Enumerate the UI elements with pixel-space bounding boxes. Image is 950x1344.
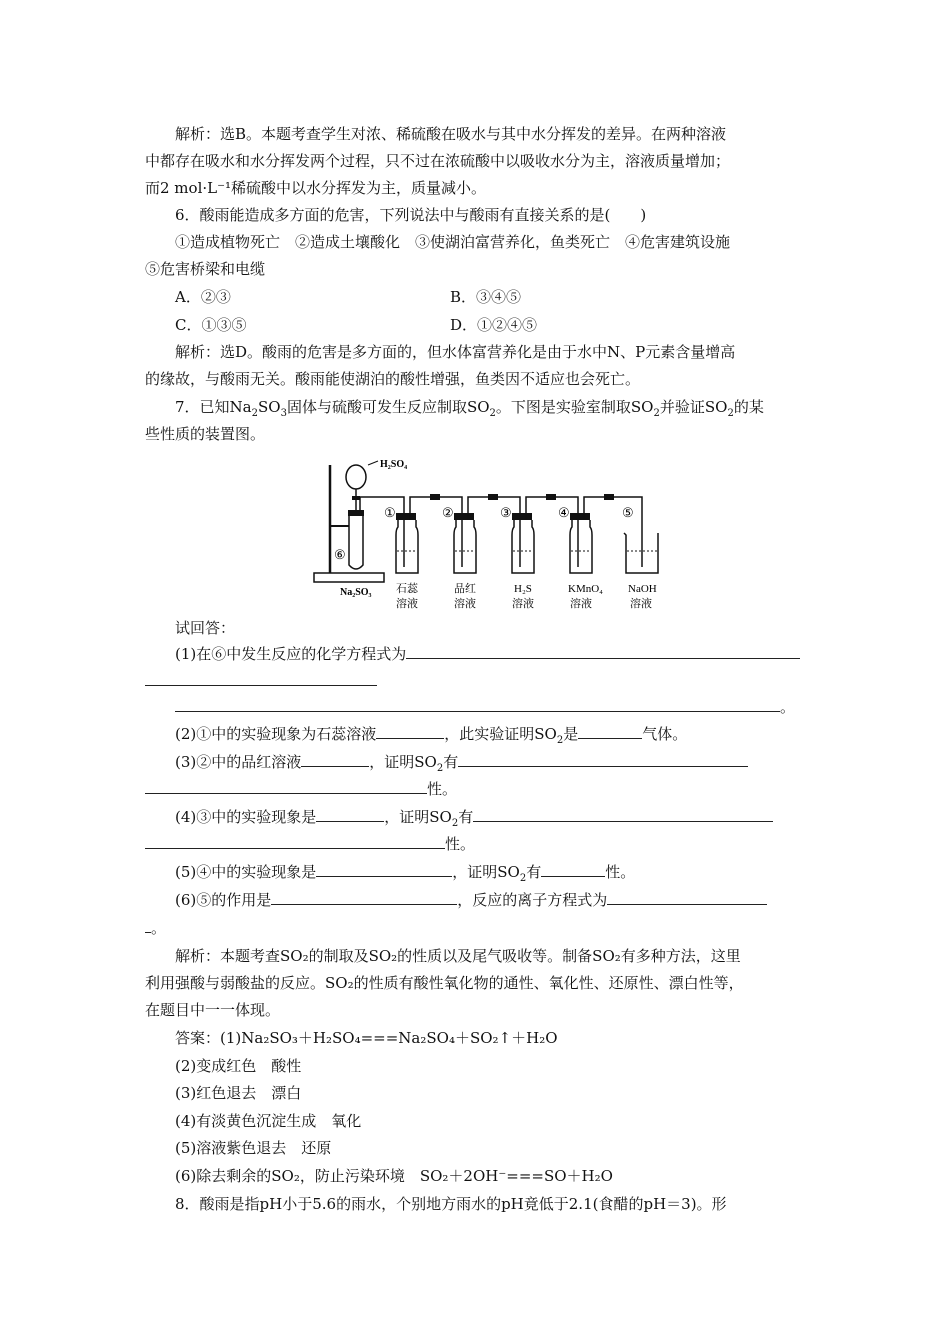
q7-part-3: (3)②中的品红溶液 ，证明$SO_2$有 [175,752,835,772]
reagent-top-1: 石蕊 [396,583,418,595]
q7-answer-3: (3)红色退去 漂白 [175,1084,302,1102]
q7-part-1-end: 。 [175,697,835,717]
reagent-bottom-1: 溶液 [396,598,418,610]
answer-blank[interactable] [541,862,605,877]
q7-part-1: (1)在⑥中发生反应的化学方程式为 [175,644,835,664]
q7-stem-line-2: 些性质的装置图。 [145,425,266,443]
q5-analysis-line-3: 而2 mol·L⁻¹稀硫酸中以水分挥发为主，质量减小。 [145,179,487,197]
reagent-top-3: H₂S [514,583,532,595]
q8-stem: 8．酸雨是指pH小于5.6的雨水，个别地方雨水的pH竟低于2.1(食醋的pH＝3)。形 [175,1195,727,1213]
apparatus-figure [312,455,672,615]
q7-stem-line-1: 7．已知$Na_2SO_3$固体与硫酸可发生反应制取$SO_2$。下图是实验室制取$SO_2$并验证$SO_2$的某 [175,398,764,419]
q7-part-6-cont: 。 [145,918,805,938]
q7-part-1-cont [145,671,805,691]
q6-analysis-line-2: 的缘故，与酸雨无关。酸雨能使湖泊的酸性增强，鱼类因不适应也会死亡。 [145,370,641,388]
test-tube [349,516,363,569]
answer-blank[interactable] [301,752,369,767]
answer-blank[interactable] [473,807,773,822]
q5-analysis-line-2: 中都存在吸水和水分挥发两个过程，只不过在浓硫酸中以吸收水分为主，溶液质量增加； [145,152,731,170]
q5-analysis-line-1: 解析：选B。本题考查学生对浓、稀硫酸在吸水与其中水分挥发的差异。在两种溶液 [175,125,727,143]
q7-part-4: (4)③中的实验现象是 ，证明$SO_2$有 [175,807,835,827]
answer-blank[interactable] [578,724,642,739]
label-1: ① [384,505,396,520]
q6-items-line-1: ①造成植物死亡 ②造成土壤酸化 ③使湖泊富营养化，鱼类死亡 ④危害建筑设施 [175,233,731,251]
acid-label: H₂SO₄ [380,459,408,470]
q7-answer-2: (2)变成红色 酸性 [175,1057,302,1075]
label-5: ⑤ [622,505,634,520]
bottle-3 [500,505,534,610]
q6-stem: 6．酸雨能造成多方面的危害，下列说法中与酸雨有直接关系的是( ) [175,206,647,224]
q7-analysis-line-1: 解析：本题考查SO₂的制取及SO₂的性质以及尾气吸收等。制备SO₂有多种方法，这里 [175,947,741,965]
label-4: ④ [558,505,570,520]
answer-blank[interactable] [175,697,780,712]
answer-blank[interactable] [145,834,445,849]
bottle-2 [442,505,476,610]
answer-blank[interactable] [607,890,767,905]
q7-part-5: (5)④中的实验现象是 ，证明$SO_2$有 性。 [175,863,636,884]
q7-analysis-line-2: 利用强酸与弱酸盐的反应。SO₂的性质有酸性氧化物的通性、氧化性、还原性、漂白性等， [145,974,744,992]
q7-part-2: (2)①中的实验现象为石蕊溶液 ，此实验证明$SO_2$是 气体。 [175,725,688,746]
reagent-top-2: 品红 [454,583,476,595]
answer-blank[interactable] [376,724,444,739]
reactant-label: Na₂SO₃ [340,587,372,598]
reagent-top-5: NaOH [628,583,657,595]
answer-blank[interactable] [145,779,427,794]
q6-options-row-2 [175,315,835,335]
q7-ask: 试回答： [175,619,236,637]
q7-answer-1: 答案：(1)Na₂SO₃＋H₂SO₄===Na₂SO₄＋SO₂↑＋H₂O [175,1029,558,1047]
bottle-1 [384,497,419,610]
q6-analysis-line-1: 解析：选D。酸雨的危害是多方面的，但水体富营养化是由于水中N、P元素含量增高 [175,343,736,361]
answer-blank[interactable] [316,807,384,822]
label-6: ⑥ [334,547,346,562]
funnel-stopcock [352,496,360,500]
q7-answer-4: (4)有淡黄色沉淀生成 氧化 [175,1112,362,1130]
reagent-bottom-5: 溶液 [630,598,652,610]
q6-option-d: D．①②④⑤ [450,316,538,334]
q7-answer-6: (6)除去剩余的SO₂，防止污染环境 SO₂＋2OH⁻===SO＋H₂O [175,1167,613,1185]
answer-blank[interactable] [271,890,457,905]
q6-options-row-1 [175,287,835,307]
answer-blank[interactable] [458,752,748,767]
stand-base [314,573,384,582]
separatory-funnel [346,465,366,489]
q7-answer-5: (5)溶液紫色退去 还原 [175,1139,332,1157]
answer-blank[interactable] [145,671,377,686]
q7-part-6: (6)⑤的作用是 ，反应的离子方程式为 [175,890,835,910]
reagent-top-4: KMnO₄ [568,583,604,595]
q6-option-c: C．①③⑤ [175,316,247,334]
answer-blank[interactable] [316,862,452,877]
q7-part-3-cont: 性。 [145,779,805,799]
reagent-bottom-3: 溶液 [512,598,534,610]
label-3: ③ [500,505,512,520]
label-2: ② [442,505,454,520]
q7-analysis-line-3: 在题目中一一体现。 [145,1001,281,1019]
q6-option-a: A．②③ [175,288,231,306]
reagent-bottom-2: 溶液 [454,598,476,610]
stopper-6 [348,510,364,516]
q6-items-line-2: ⑤危害桥梁和电缆 [145,260,266,278]
beaker-5 [622,505,658,610]
answer-blank[interactable] [406,644,800,659]
q7-part-4-cont: 性。 [145,834,805,854]
reagent-bottom-4: 溶液 [570,598,592,610]
q6-option-b: B．③④⑤ [450,288,522,306]
bottle-4 [558,505,603,610]
